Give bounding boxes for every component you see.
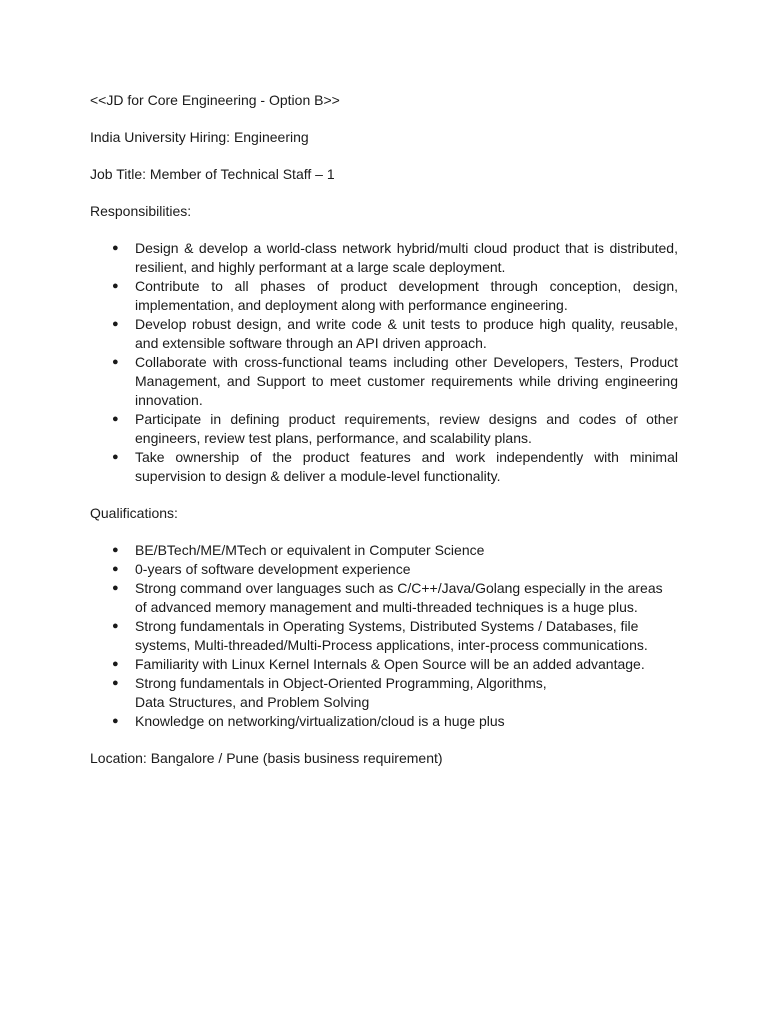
list-item: ● Develop robust design, and write code & unit tests to produce high quality, reusable, and extensible software through an API driven approach. [112,316,678,351]
bullet-icon: ● [112,451,119,463]
bullet-icon: ● [112,242,119,254]
responsibilities-heading: Responsibilities: [90,203,192,219]
list-item: ● Participate in defining product requirements, review designs and codes of other engineers, review test plans, performance, and scalability plans. [112,411,678,446]
list-item: ● Collaborate with cross-functional teams including other Developers, Testers, Product Management, and Support to meet customer requirements while driving engineering innovation. [112,354,678,408]
document-header: <<JD for Core Engineering - Option B>> [90,92,340,108]
bullet-icon: ● [112,356,119,368]
list-item: ● Strong command over languages such as C/C++/Java/Golang especially in the areas of advanced memory management and multi-threaded techniques is a huge plus. [112,580,663,615]
bullet-icon: ● [112,620,119,632]
list-item: ● Strong fundamentals in Object-Oriented Programming, Algorithms, Data Structures, and Problem Solving [112,675,547,710]
bullet-icon: ● [112,715,119,727]
job-title: Job Title: Member of Technical Staff – 1 [90,166,335,182]
list-item: ● BE/BTech/ME/MTech or equivalent in Computer Science [112,542,485,558]
list-item: ● 0-years of software development experience [112,561,411,577]
list-item: ● Design & develop a world-class network hybrid/multi cloud product that is distributed, resilient, and highly performant at a large scale deployment. [112,240,678,275]
bullet-icon: ● [112,413,119,425]
list-item: ● Take ownership of the product features and work independently with minimal supervision to design & deliver a module-level functionality. [112,449,678,484]
hiring-program: India University Hiring: Engineering [90,129,309,145]
bullet-icon: ● [112,658,119,670]
document-page [90,91,678,786]
responsibilities-list [90,239,678,486]
list-item: ● Contribute to all phases of product development through conception, design, implementation, and deployment along with performance engineering. [112,278,678,313]
list-item: ● Familiarity with Linux Kernel Internals & Open Source will be an added advantage. [112,656,645,672]
bullet-icon: ● [112,677,119,689]
qualifications-list [90,541,678,731]
list-item: ● Strong fundamentals in Operating Systems, Distributed Systems / Databases, file systems, Multi-threaded/Multi-Process applications, inter-process communications. [112,618,648,653]
bullet-icon: ● [112,318,119,330]
qualifications-heading: Qualifications: [90,505,178,521]
bullet-icon: ● [112,544,119,556]
bullet-icon: ● [112,280,119,292]
list-item: ● Knowledge on networking/virtualization/cloud is a huge plus [112,713,505,729]
location: Location: Bangalore / Pune (basis business requirement) [90,750,443,766]
bullet-icon: ● [112,582,119,594]
bullet-icon: ● [112,563,119,575]
